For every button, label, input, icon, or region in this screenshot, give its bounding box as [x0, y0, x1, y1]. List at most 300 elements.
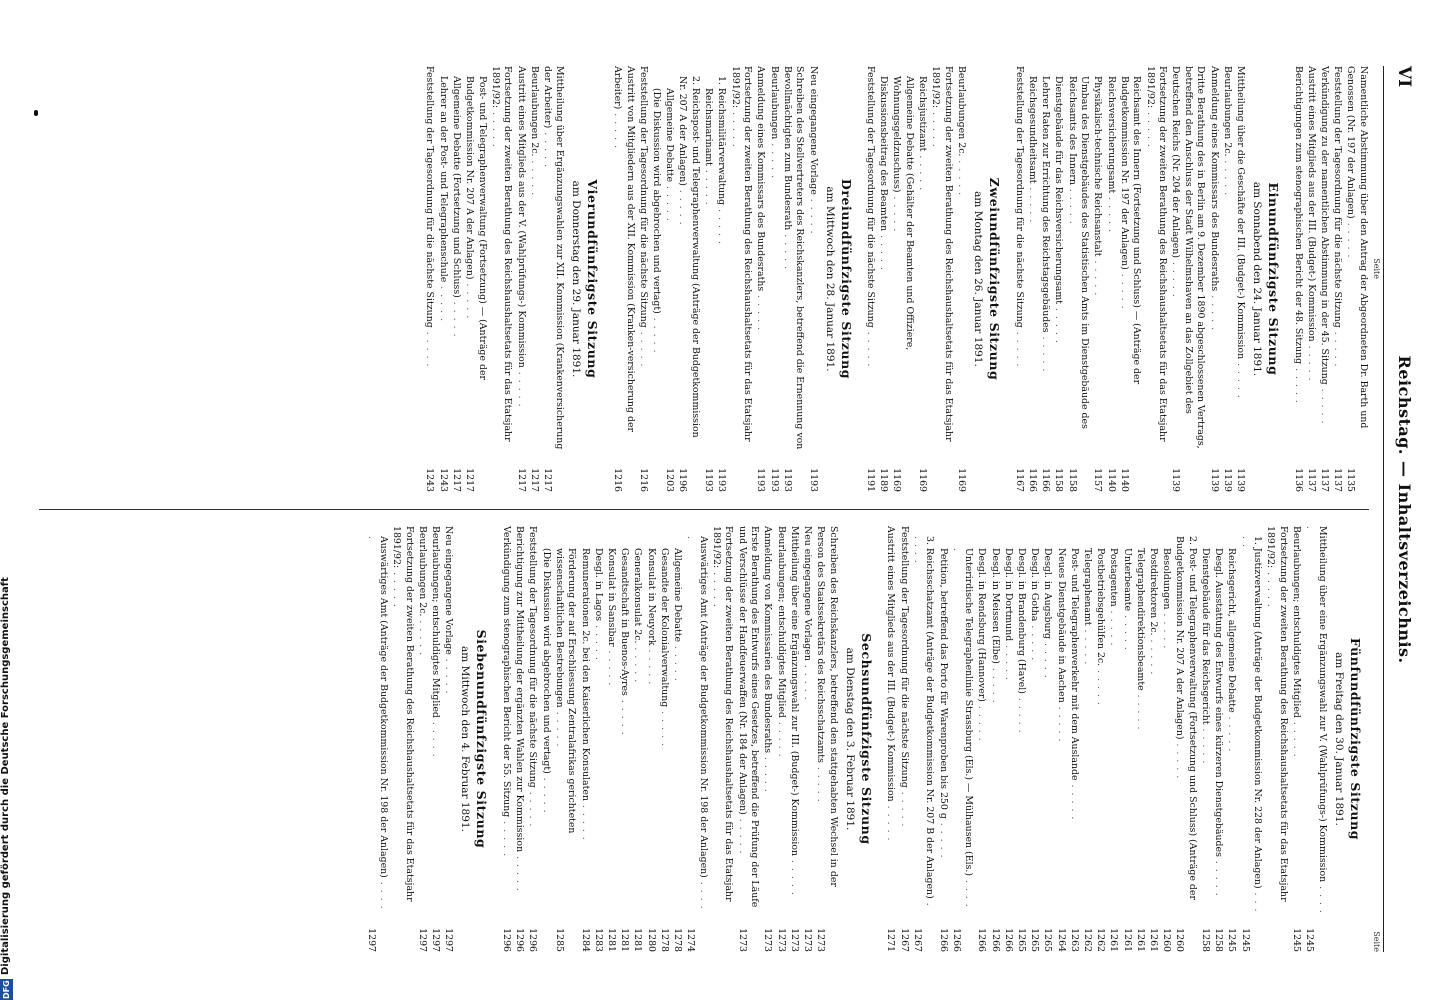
toc-entry-page: 1263: [1068, 928, 1080, 952]
toc-entry-page: 1167: [1013, 468, 1025, 492]
session-section: [364, 526, 490, 952]
session-section: [499, 526, 873, 952]
toc-entry-text: Namentliche Abstimmung über den Antrag der Abgeordneten Dr. Barth und Genossen (Nr. 197 der Anlagen) . . .: [1344, 66, 1369, 454]
toc-entry-text: Dienstgebäude für das Reichsgericht . . .: [1199, 526, 1212, 914]
toc-entry: [787, 526, 800, 952]
toc-entry-page: 1261: [1147, 928, 1159, 952]
toc-entry-page: 1297: [365, 928, 377, 952]
toc-entry-text: Feststellung der Tagesordnung für die nächste Sitzung . . .: [897, 526, 910, 914]
toc-entry-text: Allgemeine Debatte . . .: [663, 66, 676, 454]
toc-entry-page: 1273: [775, 928, 787, 952]
toc-entry-text: Fortsetzung der zweiten Berathung des Reichshaushaltsetats für das Etatsjahr 1891/92: . . .: [728, 66, 753, 454]
toc-entry-text: Erste Berathung des Entwurfs eines Gesetzes, betreffend die Prüfung der Läufe und Verschlüsse der Handfeuerwaffen (Nr. 184 der Anlagen) . . .: [735, 526, 760, 914]
toc-entry-text: Beurlaubungen . . .: [767, 66, 780, 454]
toc-entry: [591, 526, 604, 952]
toc-entry-page: 1283: [592, 928, 604, 952]
toc-entry-text: Post- und Telegraphenverkehr mit dem Auslande . . .: [1067, 526, 1080, 914]
toc-entry-page: 1193: [755, 468, 767, 492]
toc-entry-page: 1273: [762, 928, 774, 952]
toc-entry-text: Fortsetzung der zweiten Berathung des Reichshaushaltsetats für das Etatsjahr 1891/92: . . .: [1264, 526, 1289, 914]
toc-entry: [390, 526, 415, 952]
toc-entry-page: 1271: [885, 928, 897, 952]
toc-entry-text: Förderung der auf Erschliessung Zentralafrikas gerichteten wissenschaftlichen Bestrebungen . . .: [552, 526, 577, 914]
toc-entry-page: 1245: [1304, 928, 1316, 952]
toc-entry-text: Feststellung der Tagesordnung für die nächste Sitzung . . .: [526, 526, 539, 914]
toc-entry: [864, 66, 877, 492]
toc-entry: [429, 526, 442, 952]
toc-entry: [416, 526, 429, 952]
toc-entry-text: Reichsjustizamt . . .: [916, 66, 929, 454]
toc-entry: [1052, 66, 1065, 492]
toc-entry-page: 1217: [450, 468, 462, 492]
toc-entry-text: Umbau des Dienstgebäudes des Statistischen Amts im Dienstgebäude des Reichsamts des Innern . . .: [1065, 66, 1090, 454]
toc-entry-page: 1296: [514, 928, 526, 952]
right-page-column-label: Seite: [1372, 931, 1381, 952]
toc-entry: [715, 66, 728, 492]
toc-entry-text: Mittheilung über Ergänzungswahlen zur XII. Kommission (Krankenversicherung der Arbeiter) . . .: [540, 66, 565, 454]
toc-entry: [709, 526, 734, 952]
toc-entry: [814, 526, 839, 952]
toc-entry-text: Austritt eines Mitglieds aus der V. (Wahlprüfungs-) Kommission . . .: [514, 66, 527, 454]
toc-entry: [1065, 66, 1090, 492]
toc-entry-text: Dienstgebäude für das Reichsversicherungsamt . . .: [1052, 66, 1065, 454]
toc-entry-text: Reichsamt des Innern (Fortsetzung und Schluss) — (Anträge der Budgetkommission Nr. 197 der Anlagen) . . .: [1117, 66, 1142, 454]
session-title: Sechsundfünfzigste Sitzung: [858, 633, 874, 845]
toc-entry: [1199, 526, 1212, 952]
toc-entry-text: Postbetriebsgehülfen 2c. . . .: [1094, 526, 1107, 914]
session-title: Siebenundfünfzigste Sitzung: [474, 629, 490, 849]
toc-entry: [910, 526, 935, 952]
toc-entry: [644, 526, 657, 952]
toc-entry-text: Neu eingegangene Vorlagen . . .: [800, 526, 813, 914]
toc-entry-text: Fortsetzung der zweiten Berathung des Reichshaushaltsetats für das Etatsjahr 1891/92: . . .: [709, 526, 734, 914]
session-date: am Mittwoch den 28. Januar 1891.: [823, 186, 836, 372]
toc-entry-text: Unterirdische Telegraphenlinie Strassburg (Els.) — Mülhausen (Els.) . . .: [949, 526, 974, 914]
toc-entry: [1317, 66, 1330, 492]
toc-entry-page: 1273: [802, 928, 813, 952]
toc-entry-text: Fortsetzung der zweiten Berathung des Reichshaushaltsetats für das Etatsjahr 1891/92: . . .: [390, 526, 415, 914]
toc-entry-text: Reichsgericht, allgemeine Debatte . . .: [1225, 526, 1238, 914]
toc-entry: [423, 66, 436, 492]
toc-entry: [728, 66, 753, 492]
toc-entry-page: 1203: [664, 468, 676, 492]
toc-entry: [1120, 526, 1133, 952]
toc-entry-page: 1267: [911, 928, 923, 952]
toc-entry-text: Beurlaubungen 2c. . . .: [1220, 66, 1233, 454]
session-title: Fünfundfünfzigste Sitzung: [1348, 637, 1363, 841]
toc-entry: [1291, 66, 1304, 492]
toc-entry-page: 1140: [1118, 468, 1130, 492]
toc-entry-text: Desgl. in Rendsburg (Hannover) . . .: [975, 526, 988, 914]
toc-entry-text: Feststellung der Tagesordnung für die nächste Sitzung . . .: [423, 66, 436, 454]
toc-entry: [780, 66, 805, 492]
toc-entry-text: Desgl. in Dortmund . . .: [1001, 526, 1014, 914]
toc-entry-page: 1137: [1305, 468, 1317, 492]
session-section: [1291, 66, 1369, 492]
toc-entry: [462, 66, 487, 492]
toc-entry-page: 1296: [501, 928, 513, 952]
toc-entry-page: 1260: [1161, 928, 1173, 952]
toc-entry-text: Feststellung der Tagesordnung für die nächste Sitzung . . .: [1331, 66, 1344, 454]
toc-entry: [1207, 66, 1220, 492]
toc-entry: [527, 66, 540, 492]
session-date: am Montag den 26. Januar 1891.: [972, 191, 985, 367]
toc-entry-page: 1261: [1121, 928, 1133, 952]
toc-entry-text: Fortsetzung der zweiten Berathung des Reichshaushaltsetats für das Etatsjahr 1891/92: . . .: [929, 66, 954, 454]
toc-entry: [611, 66, 636, 492]
toc-entry-text: Schreiben des Stellvertreters des Reichskanzlers, betreffend die Ernennung von Bevollmächtigten zum Bundesrath . . .: [780, 66, 805, 454]
toc-entry-page: 1245: [1239, 928, 1251, 952]
toc-entry: [1067, 526, 1080, 952]
toc-entry-page: 1261: [1108, 928, 1120, 952]
toc-entry: [1331, 66, 1344, 492]
toc-entry: [1014, 526, 1027, 952]
toc-entry-page: 1260: [1174, 928, 1186, 952]
toc-entry-page: 1196: [677, 468, 689, 492]
toc-entry: [761, 526, 774, 952]
left-column: [39, 66, 1369, 492]
toc-entry-text: Anmeldung eines Kommissars des Bundesraths . . .: [754, 66, 767, 454]
toc-entry-text: Desgl. in Gotha . . .: [1028, 526, 1041, 914]
toc-entry-text: Desgl. Ausstattung des Entwurfs eines kürzeren Dienstgebäudes . . .: [1212, 526, 1225, 914]
toc-columns: [39, 66, 1369, 952]
toc-entry-text: Mittheilung über die Geschäfte der III. (Budget-) Kommission . . .: [1233, 66, 1246, 454]
toc-entry-text: 1. Justizverwaltung (Anträge der Budgetkommission Nr. 228 der Anlagen) . . .: [1238, 526, 1263, 914]
dfg-logo: DFG: [2, 980, 11, 999]
toc-entry: [1091, 66, 1104, 492]
toc-entry-page: 1273: [815, 928, 827, 952]
session-section: [1012, 66, 1281, 492]
toc-entry: [1290, 526, 1303, 952]
toc-entry-text: Lehrer an der Post- und Telegraphenschule . . .: [436, 66, 449, 454]
toc-entry: [1080, 526, 1093, 952]
toc-entry-page: 1193: [703, 468, 715, 492]
toc-entry-text: Austritt eines Mitglieds aus der III. (Budget-) Kommission . . .: [1304, 66, 1317, 454]
toc-entry: [1117, 66, 1142, 492]
toc-entry-text: Auswärtiges Amt (Anträge der Budgetkommission Nr. 198 der Anlagen) . . .: [364, 526, 389, 914]
toc-entry-page: 1217: [541, 468, 553, 492]
toc-entry: [449, 66, 462, 492]
session-title: Dreiundfünfzigste Sitzung: [838, 178, 854, 380]
session-section: [864, 66, 1003, 492]
toc-entry-page: 1265: [1029, 928, 1041, 952]
toc-entry-text: Beurlaubungen 2c. . . .: [416, 526, 429, 914]
toc-entry: [631, 526, 644, 952]
session-title: Zweiundfünfzigste Sitzung: [987, 177, 1003, 381]
toc-entry-page: 1297: [417, 928, 429, 952]
session-date: am Sonnabend den 24. Januar 1891.: [1251, 181, 1264, 377]
toc-entry-page: 1136: [1292, 468, 1304, 492]
toc-entry-text: Berichtigungen zum stenographischen Bericht der 48. Sitzung . . .: [1291, 66, 1304, 454]
toc-entry: [1238, 526, 1263, 952]
toc-entry-page: 1139: [1235, 468, 1247, 492]
toc-entry: [1041, 526, 1054, 952]
toc-entry-text: Fortsetzung der zweiten Berathung des Reichshaushaltsetats für das Etatsjahr 1891/92: . . .: [488, 66, 513, 454]
toc-entry-page: 1216: [612, 468, 624, 492]
toc-entry-page: 1158: [1053, 468, 1065, 492]
toc-entry: [514, 66, 527, 492]
toc-entry-page: 1157: [1092, 468, 1104, 492]
toc-entry-text: Austritt eines Mitglieds aus der III. (Budget-) Kommission . . .: [884, 526, 897, 914]
toc-entry-text: Gesandtschaft in Buenos-Ayres . . .: [618, 526, 631, 914]
toc-entry-page: 1217: [515, 468, 527, 492]
toc-entry-page: 1266: [976, 928, 988, 952]
toc-entry-page: 1243: [424, 468, 436, 492]
toc-entry: [1303, 526, 1328, 952]
toc-entry-page: 1137: [1332, 468, 1344, 492]
toc-entry: [442, 526, 455, 952]
toc-entry-text: (Die Diskussion wird abgebrochen und vertagt) . . .: [539, 526, 552, 914]
toc-entry-text: Postdirektoren 2c. . . .: [1146, 526, 1159, 914]
toc-entry-text: Besoldungen . . .: [1160, 526, 1173, 914]
toc-entry-text: Verkündigung zu der namentlichen Abstimmung in der 45. Sitzung . . .: [1317, 66, 1330, 454]
toc-entry-text: Lehrer Raten zur Errichtung des Reichstagsgebäudes . . .: [1039, 66, 1052, 454]
session-date: am Donnerstag den 29. Januar 1891.: [570, 180, 583, 378]
toc-entry-text: Petition, betreffend das Porto für Warenproben bis 250 g . . .: [936, 526, 949, 914]
toc-entry-text: Beurlaubungen; entschuldigtes Mitglied . . .: [1290, 526, 1303, 914]
toc-entry: [1028, 526, 1041, 952]
toc-entry-text: Desgl. in Brandenburg (Havel) . . .: [1014, 526, 1027, 914]
toc-entry-text: Allgemeine Debatte (Fortsetzung und Schluss) . . .: [449, 66, 462, 454]
toc-entry-page: 1193: [716, 468, 728, 492]
toc-entry-text: Reichsversicherungsamt . . .: [1104, 66, 1117, 454]
toc-entry: [1146, 526, 1159, 952]
toc-entry-page: 1158: [1066, 468, 1078, 492]
toc-entry-text: Allgemeine Debatte . . .: [670, 526, 683, 914]
toc-entry: [649, 66, 662, 492]
toc-entry-page: 1135: [1345, 468, 1357, 492]
toc-entry-text: Diskussionsbeitrag des Beamten . . .: [877, 66, 890, 454]
toc-entry: [636, 66, 649, 492]
toc-entry: [1220, 66, 1233, 492]
toc-entry-text: Telegraphendirektionsbeamte . . .: [1133, 526, 1146, 914]
toc-entry-page: 1191: [865, 468, 877, 492]
toc-entry-text: 3. Reichsschatzamt (Anträge der Budgetkommission Nr. 207 B der Anlagen) . . .: [910, 526, 935, 914]
toc-entry-text: Austritt von Mitgliedern aus der XII. Kommission (Kranken-versicherung der Arbeiter) . . .: [611, 66, 636, 454]
toc-entry: [916, 66, 929, 492]
toc-entry-page: 1274: [685, 928, 697, 952]
toc-entry: [897, 526, 910, 952]
toc-entry-page: 1266: [950, 928, 962, 952]
toc-entry-page: 1189: [878, 468, 890, 492]
toc-entry-text: Fortsetzung der zweiten Berathung des Reichshaushaltsetats für das Etatsjahr 1891/92: . . .: [1143, 66, 1168, 454]
toc-entry: [676, 66, 701, 492]
toc-entry-page: 1273: [736, 928, 748, 952]
toc-entry-page: 1284: [579, 928, 591, 952]
session-section: [611, 66, 854, 492]
toc-entry: [1133, 526, 1146, 952]
toc-entry: [988, 526, 1001, 952]
toc-entry: [684, 526, 709, 952]
toc-entry-page: 1166: [1040, 468, 1052, 492]
toc-entry: [578, 526, 591, 952]
toc-entry: [1094, 526, 1107, 952]
session-title: Vierundfünfzigste Sitzung: [585, 179, 601, 379]
toc-entry-text: 2. Post- und Telegraphenverwaltung (Fortsetzung und Schluss) (Anträge der Budgetkommission Nr. 207 A der Anlagen) . . .: [1173, 526, 1198, 914]
toc-entry-page: 1139: [1208, 468, 1220, 492]
toc-entry: [975, 526, 988, 952]
toc-entry: [877, 66, 890, 492]
toc-entry: [513, 526, 526, 952]
toc-entry: [884, 526, 897, 952]
toc-entry-page: 1266: [937, 928, 949, 952]
toc-entry-page: 1261: [1134, 928, 1146, 952]
toc-entry: [1104, 66, 1117, 492]
toc-entry-text: Feststellung der Tagesordnung für die nächste Sitzung . . .: [636, 66, 649, 454]
toc-entry-text: Gesandte der Kolonialverwaltung . . .: [657, 526, 670, 914]
toc-entry-page: 1140: [1105, 468, 1117, 492]
page-number: VI: [1394, 66, 1414, 88]
toc-entry: [1212, 526, 1225, 952]
toc-entry: [670, 526, 683, 952]
toc-entry: [806, 66, 819, 492]
column-labels: [1369, 66, 1381, 952]
toc-entry: [539, 526, 552, 952]
toc-entry: [890, 66, 915, 492]
toc-entry: [618, 526, 631, 952]
toc-entry-page: 1216: [637, 468, 649, 492]
toc-entry-page: 1285: [553, 928, 565, 952]
toc-entry: [955, 66, 968, 492]
toc-entry-text: Verkündigung zum stenographischen Bericht der 55. Sitzung . . .: [499, 526, 512, 914]
toc-entry-text: Schreiben des Reichskanzlers, betreffend den stattgehabten Wechsel in der Person des Staatssekretärs des Reichsschatzamts . . .: [814, 526, 839, 914]
funding-note-text: Digitalisierung gefördert durch die Deutsche Forschungsgemeinschaft: [0, 577, 11, 976]
toc-entry-text: Neu eingegangene Vorlage . . .: [442, 526, 455, 914]
toc-entry: [1143, 66, 1168, 492]
toc-entry-text: Reichsgesundheitsamt . . .: [1025, 66, 1038, 454]
toc-entry: [1012, 66, 1025, 492]
toc-entry-text: Desgl. in Meissen (Elbe) . . .: [988, 526, 1001, 914]
toc-entry: [1039, 66, 1052, 492]
toc-entry-text: Konsulat in Neuyork . . .: [644, 526, 657, 914]
session-section: [884, 526, 1363, 952]
toc-entry-text: Postagenten . . .: [1107, 526, 1120, 914]
toc-entry-text: Generalkonsulat 2c. . . .: [631, 526, 644, 914]
toc-entry-page: 1297: [430, 928, 442, 952]
toc-entry-text: Anmeldung eines Kommissars des Bundesraths . . .: [1207, 66, 1220, 454]
toc-entry-page: 1278: [658, 928, 670, 952]
toc-entry: [488, 66, 513, 492]
toc-entry: [949, 526, 974, 952]
toc-entry-text: Desgl. in Augsburg . . .: [1041, 526, 1054, 914]
toc-entry: [1233, 66, 1246, 492]
toc-entry-page: 1217: [528, 468, 540, 492]
toc-entry: [552, 526, 577, 952]
toc-entry-page: 1296: [527, 928, 539, 952]
toc-entry-page: 1281: [605, 928, 617, 952]
toc-entry: [1344, 66, 1369, 492]
toc-entry-page: 1193: [781, 468, 793, 492]
toc-entry-page: 1262: [1082, 928, 1093, 952]
toc-entry-page: 1139: [1221, 468, 1233, 492]
toc-entry-text: Allgemeine Debatte (Gehälter der Beamten und Offiziere, Wohnungsgeldzuschuss) . . .: [890, 66, 915, 454]
toc-entry-text: Feststellung der Tagesordnung für die nächste Sitzung . . .: [1012, 66, 1025, 454]
toc-entry: [604, 526, 617, 952]
toc-entry-text: Dritte Berathung des in Berlin am 9. Dezember 1890 abgeschlossenen Vertrags, betreffend den Anschluss der Stadt Wilhelmshaven an das Zollgebiet des Deutschen Reichs (Nr. 204 der Anlagen) . . .: [1169, 66, 1207, 454]
toc-entry-page: 1169: [891, 468, 903, 492]
toc-entry: [754, 66, 767, 492]
toc-entry: [702, 66, 715, 492]
toc-entry: [663, 66, 676, 492]
toc-entry: [526, 526, 539, 952]
toc-entry: [499, 526, 512, 952]
toc-entry-page: 1297: [443, 928, 455, 952]
toc-entry: [540, 66, 565, 492]
toc-entry-text: Desgl. in Lagos . . .: [591, 526, 604, 914]
toc-entry-page: 1278: [671, 928, 683, 952]
toc-entry: [364, 526, 389, 952]
toc-entry-text: Beurlaubungen; entschuldigtes Mitglied . . .: [429, 526, 442, 914]
toc-entry-text: Unterbeamte . . .: [1120, 526, 1133, 914]
toc-entry: [1001, 526, 1014, 952]
toc-entry-text: Mittheilung über eine Ergänzungswahl zur V. (Wahlprüfungs-) Kommission . . .: [1303, 526, 1328, 914]
toc-entry: [800, 526, 813, 952]
toc-entry-page: 1245: [1226, 928, 1238, 952]
toc-entry-page: 1280: [645, 928, 657, 952]
toc-entry-page: 1258: [1200, 928, 1212, 952]
toc-entry-page: 1273: [788, 928, 800, 952]
toc-entry-page: 1137: [1319, 468, 1331, 492]
toc-entry-text: Reichsmarinamt . . .: [702, 66, 715, 454]
toc-entry-text: Beurlaubungen; entschuldigtes Mitglied . . .: [774, 526, 787, 914]
toc-entry: [1169, 66, 1207, 492]
toc-entry-text: Konsulat in Sansibar . . .: [604, 526, 617, 914]
toc-entry: [436, 66, 449, 492]
toc-entry-text: Post- und Telegraphenverwaltung (Fortsetzung) — (Anträge der Budgetkommission Nr. 207 A der Anlagen) . . .: [462, 66, 487, 454]
session-date: am Freitag den 30. Januar 1891.: [1333, 652, 1345, 826]
left-page-column-label: Seite: [1372, 258, 1381, 279]
toc-entry-text: (Die Diskussion wird abgebrochen und vertagt) . . .: [649, 66, 662, 454]
toc-entry: [1107, 526, 1120, 952]
toc-entry-text: Physikalisch-technische Reichsanstalt . . .: [1091, 66, 1104, 454]
toc-entry: [1160, 526, 1173, 952]
toc-entry-text: Mittheilung über eine Ergänzungswahl zur III. (Budget-) Kommission . . .: [787, 526, 800, 914]
toc-entry-page: 1245: [1291, 928, 1303, 952]
toc-entry-text: Anmeldung von Kommissarien des Bundesraths . . .: [761, 526, 774, 914]
session-date: am Dienstag den 3. Februar 1891.: [843, 647, 856, 831]
toc-entry-page: 1265: [1016, 928, 1028, 952]
toc-entry-page: 1169: [956, 468, 968, 492]
session-section: [423, 66, 601, 492]
toc-entry: [1304, 66, 1317, 492]
toc-entry: [767, 66, 780, 492]
toc-entry-page: 1169: [917, 468, 929, 492]
toc-entry: [774, 526, 787, 952]
toc-entry: [929, 66, 954, 492]
toc-entry-page: 1193: [807, 468, 819, 492]
toc-entry-text: Telegraphenamt . . .: [1080, 526, 1093, 914]
toc-entry-page: 1267: [898, 928, 910, 952]
toc-entry: [936, 526, 949, 952]
toc-entry-page: 1266: [989, 928, 1001, 952]
toc-entry: [657, 526, 670, 952]
toc-entry-text: Auswärtiges Amt (Anträge der Budgetkommission Nr. 198 der Anlagen) . . .: [684, 526, 709, 914]
toc-entry-text: 2. Reichspost- und Telegraphenverwaltung (Anträge der Budgetkommission Nr. 207 A der Anlagen) . . .: [676, 66, 701, 454]
toc-entry-page: 1217: [463, 468, 475, 492]
toc-entry-text: Remunerationen 2c. bei den Kaiserlichen Konsulaten . . .: [578, 526, 591, 914]
toc-entry: [1225, 526, 1238, 952]
toc-entry: [735, 526, 760, 952]
toc-entry-text: Beurlaubungen 2c. . . .: [955, 66, 968, 454]
toc-entry-text: Beurlaubungen 2c. . . .: [527, 66, 540, 454]
toc-entry-text: 1. Reichsmilitärverwaltung . . .: [715, 66, 728, 454]
toc-entry-text: Neu eingegangene Vorlage . . .: [806, 66, 819, 454]
toc-entry-page: 1281: [632, 928, 644, 952]
toc-entry-text: Neues Dienstgebäude in Aachen . . .: [1054, 526, 1067, 914]
toc-entry-page: 1166: [1027, 468, 1039, 492]
session-date: am Mittwoch den 4. Februar 1891.: [459, 646, 472, 832]
toc-entry-page: 1265: [1042, 928, 1054, 952]
